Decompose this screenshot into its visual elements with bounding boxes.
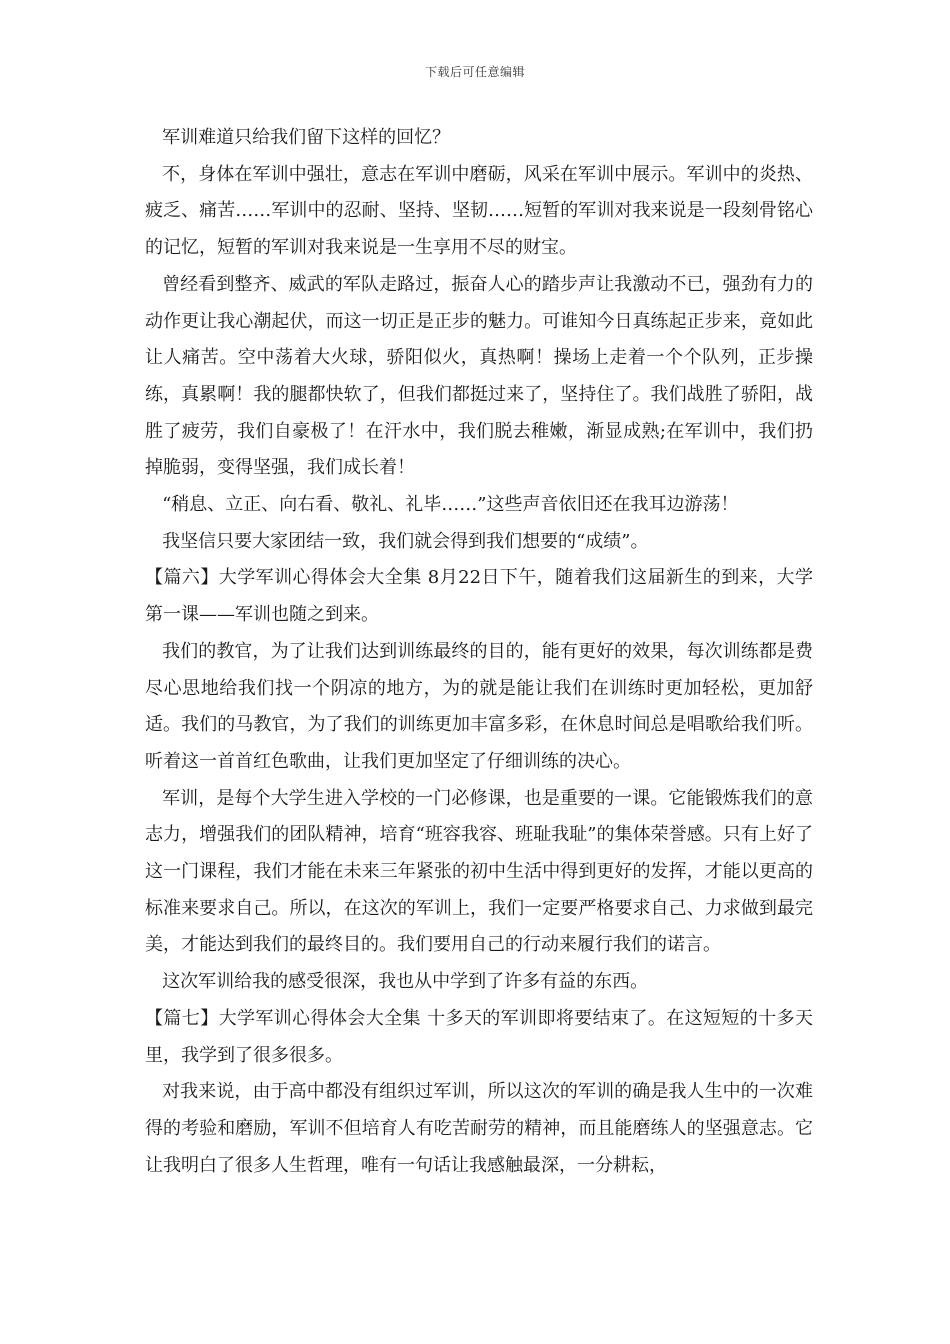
section-heading-paragraph: 【篇六】大学军训心得体会大全集 8月22日下午，随着我们这届新生的到来，大学第一课——军训也随之到来。	[145, 567, 813, 626]
paragraph: 军训难道只给我们留下这样的回忆？	[162, 127, 451, 148]
page-header: 下载后可任意编辑	[424, 65, 525, 79]
paragraph: 我们的教官，为了让我们达到训练最终的目的，能有更好的效果，每次训练都是费尽心思地给我们找一个阴凉的地方，为的就是能让我们在训练时更加轻松，更加舒适。我们的马教官，为了我们的训练更加丰富多彩，在休息时间总是唱歌给我们听。听着这一首首红色歌曲，让我们更加坚定了仔细训练的决心。	[145, 640, 813, 772]
paragraph: 曾经看到整齐、威武的军队走路过，振奋人心的踏步声让我激动不已，强劲有力的动作更让我心潮起伏，而这一切正是正步的魅力。可谁知今日真练起正步来，竟如此让人痛苦。空中荡着大火球，骄阳似火，真热啊！操场上走着一个个队列，正步操练，真累啊！我的腿都快软了，但我们都挺过来了，坚持住了。我们战胜了骄阳，战胜了疲劳，我们自豪极了！在汗水中，我们脱去稚嫩，渐显成熟;在军训中，我们扔掉脆弱，变得坚强，我们成长着！	[145, 273, 813, 479]
paragraph: 对我来说，由于高中都没有组织过军训，所以这次的军训的确是我人生中的一次难得的考验和磨励，军训不但培育人有吃苦耐劳的精神，而且能磨练人的坚强意志。它让我明白了很多人生哲理，唯有一句话让我感触最深，一分耕耘，	[145, 1081, 813, 1176]
paragraph: 不，身体在军训中强壮，意志在军训中磨砺，风采在军训中展示。军训中的炎热、疲乏、痛苦……军训中的忍耐、坚持、坚韧……短暂的军训对我来说是一段刻骨铭心的记忆，短暂的军训对我来说是一生享用不尽的财宝。	[145, 163, 813, 259]
paragraph: 这次军训给我的感受很深，我也从中学到了许多有益的东西。	[162, 971, 649, 993]
paragraph: 军训，是每个大学生进入学校的一门必修课，也是重要的一课。它能锻炼我们的意志力，增强我们的团队精神，培育“班容我容、班耻我耻”的集体荣誉感。只有上好了这一门课程，我们才能在未来三年紧张的初中生活中得到更好的发挥，才能以更高的标准来要求自己。所以，在这次的军训上，我们一定要严格要求自己、力求做到最完美，才能达到我们的最终目的。我们要用自己的行动来履行我们的诺言。	[145, 787, 813, 956]
paragraph: “稍息、立正、向右看、敬礼、礼毕……”这些声音依旧还在我耳边游荡！	[162, 494, 739, 516]
document-body	[145, 120, 813, 1184]
paragraph: 我坚信只要大家团结一致，我们就会得到我们想要的“成绩”。	[162, 530, 649, 552]
section-heading-paragraph: 【篇七】大学军训心得体会大全集 十多天的军训即将要结束了。在这短短的十多天里，我学到了很多很多。	[145, 1007, 813, 1066]
